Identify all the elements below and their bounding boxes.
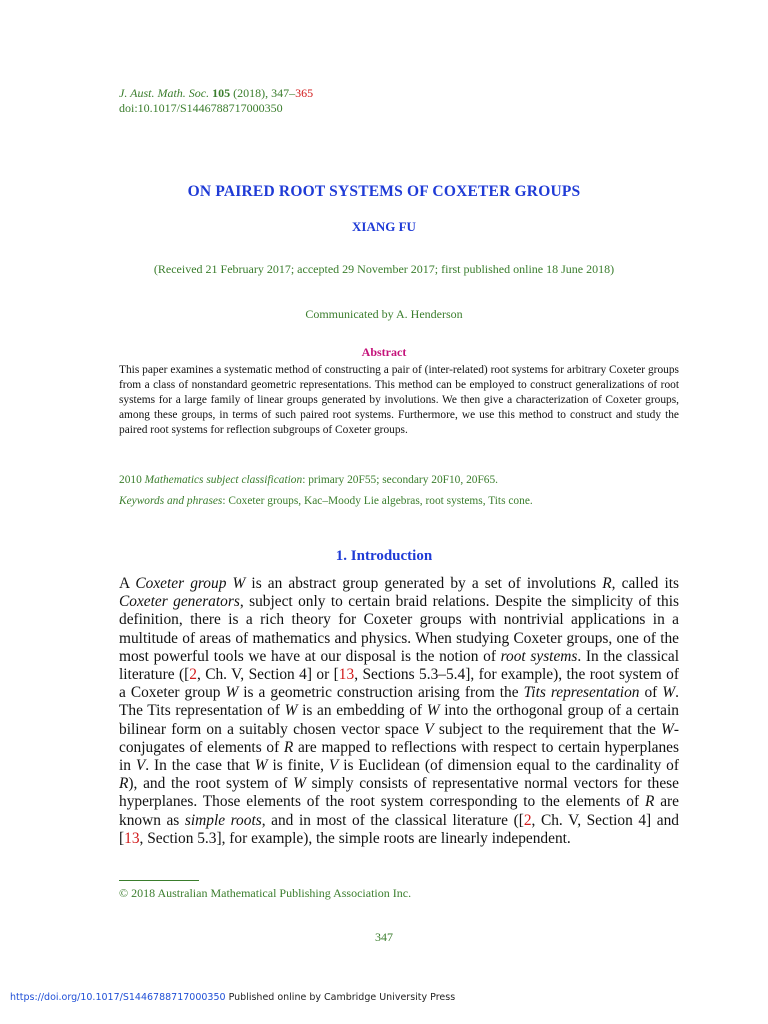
citation-link-13[interactable]: 13 [338,666,355,684]
copyright-notice: © 2018 Australian Mathematical Publishing Association Inc. [119,886,412,900]
msc-year: 2010 [119,474,145,486]
keywords-line [119,494,533,509]
author-name: XIANG FU [352,219,416,234]
italic-run: R [602,575,612,592]
journal-volume: 105 [212,86,231,100]
keywords-value: : Coxeter groups, Kac–Moody Lie algebras, root systems, Tits cone. [222,495,533,507]
italic-run: R [119,775,129,793]
text-run: , and in most of the classical literature ([ [261,811,524,829]
introduction-paragraph [119,575,679,848]
italic-run: R [644,793,655,811]
italic-run: W [284,702,298,720]
abstract-text: This paper examines a systematic method of constructing a pair of (inter-related) root systems for arbitrary Coxeter groups from a class of nonstandard geometric representations. This method can be employed to construct generalizations of root systems for a large family of linear groups generated by involutions. We then give a characterization of Coxeter groups, among these groups, in terms of such paired root systems. Furthermore, we use this method to construct and study the paired root systems for reflection subgroups of Coxeter groups. [119,364,679,436]
text-run: are mapped to reflections with respect to certain hyperplanes in [119,738,679,775]
text-run: , subject only to certain braid relations. Despite the simplicity of this definition, there is a rich theory for Coxeter groups with nontrivial applications in a multitude of areas of mathematics and physics. When studying Coxeter groups, one of the most powerful tools we have at our disposal is the notion of [119,593,679,665]
msc-value: : primary 20F55; secondary 20F10, 20F65. [302,474,499,486]
italic-run: W [225,684,239,702]
text-run: , Section 5.3], for example), the simple roots are linearly independent. [139,829,571,847]
paper-title: ON PAIRED ROOT SYSTEMS OF COXETER GROUPS [187,183,581,200]
text-run: of [639,684,663,702]
italic-run: W [254,757,268,775]
italic-run: V [328,757,339,775]
footnote-rule [119,880,199,881]
received-dates: (Received 21 February 2017; accepted 29 November 2017; first published online 18 June 2018) [153,262,615,276]
msc-label: Mathematics subject classification [144,474,303,486]
footer-bar [10,992,455,1003]
italic-run: V [424,720,434,738]
text-run: are known as [119,793,679,829]
text-run: is an embedding of [297,702,427,720]
italic-run: W [293,775,306,793]
text-run: is finite, [267,757,329,775]
italic-run: R [283,738,294,756]
italic-run: simple roots [184,811,262,829]
text-run: , called its [611,575,679,592]
journal-doi: doi:10.1017/S1446788717000350 [119,101,283,115]
italic-run: Tits representation [523,684,640,702]
citation-link-2[interactable]: 2 [523,811,532,829]
text-run: , Sections 5.3–5.4], for example), the root system of a Coxeter group [119,666,679,702]
italic-run: W [426,702,440,720]
text-run: simply consists of representative normal vectors for these hyperplanes. Those elements of the root system corresponding to the elements of [119,775,679,811]
doi-link[interactable]: https://doi.org/10.1017/S1446788717000350 [10,992,226,1003]
text-run: into the orthogonal group of a certain bilinear form on a suitably chosen vector space [119,702,679,738]
text-run: -conjugates of elements of [119,720,679,756]
footer-text: Published online by Cambridge University Press [225,992,456,1003]
abstract-heading: Abstract [361,345,407,359]
text-run: . In the classical literature ([ [119,647,679,684]
italic-run: Coxeter generators [119,593,240,611]
keywords-label: Keywords and phrases [119,495,223,507]
text-run: , Ch. V, Section 4] and [ [119,811,679,847]
text-run: . The Tits representation of [119,684,679,720]
text-run: . In the case that [145,757,255,775]
text-run: , Ch. V, Section 4] or [ [196,666,339,684]
journal-year-pages: (2018), 347– [230,86,296,100]
journal-citation [119,86,313,116]
italic-run: V [135,757,146,775]
section-heading: 1. Introduction [335,548,433,564]
communicated-by: Communicated by A. Henderson [305,307,463,321]
text-run: subject to the requirement that the [433,720,662,738]
text-run: is a geometric construction arising from the [238,684,524,702]
text-run: is Euclidean (of dimension equal to the cardinality of [338,757,679,775]
citation-link-13[interactable]: 13 [124,829,140,847]
text-run: is an abstract group generated by a set of involutions [245,575,603,592]
italic-run: W [662,684,676,702]
journal-name: J. Aust. Math. Soc. [119,86,210,100]
journal-last-page-link[interactable]: 365 [295,86,314,100]
italic-run: root systems [500,647,578,665]
citation-link-2[interactable]: 2 [189,666,197,684]
text-run: ), and the root system of [128,775,294,793]
page-number: 347 [375,930,393,944]
italic-run: W [661,720,674,738]
text-run: A [119,575,136,592]
msc-line [119,473,498,488]
italic-run: Coxeter group W [135,575,246,592]
